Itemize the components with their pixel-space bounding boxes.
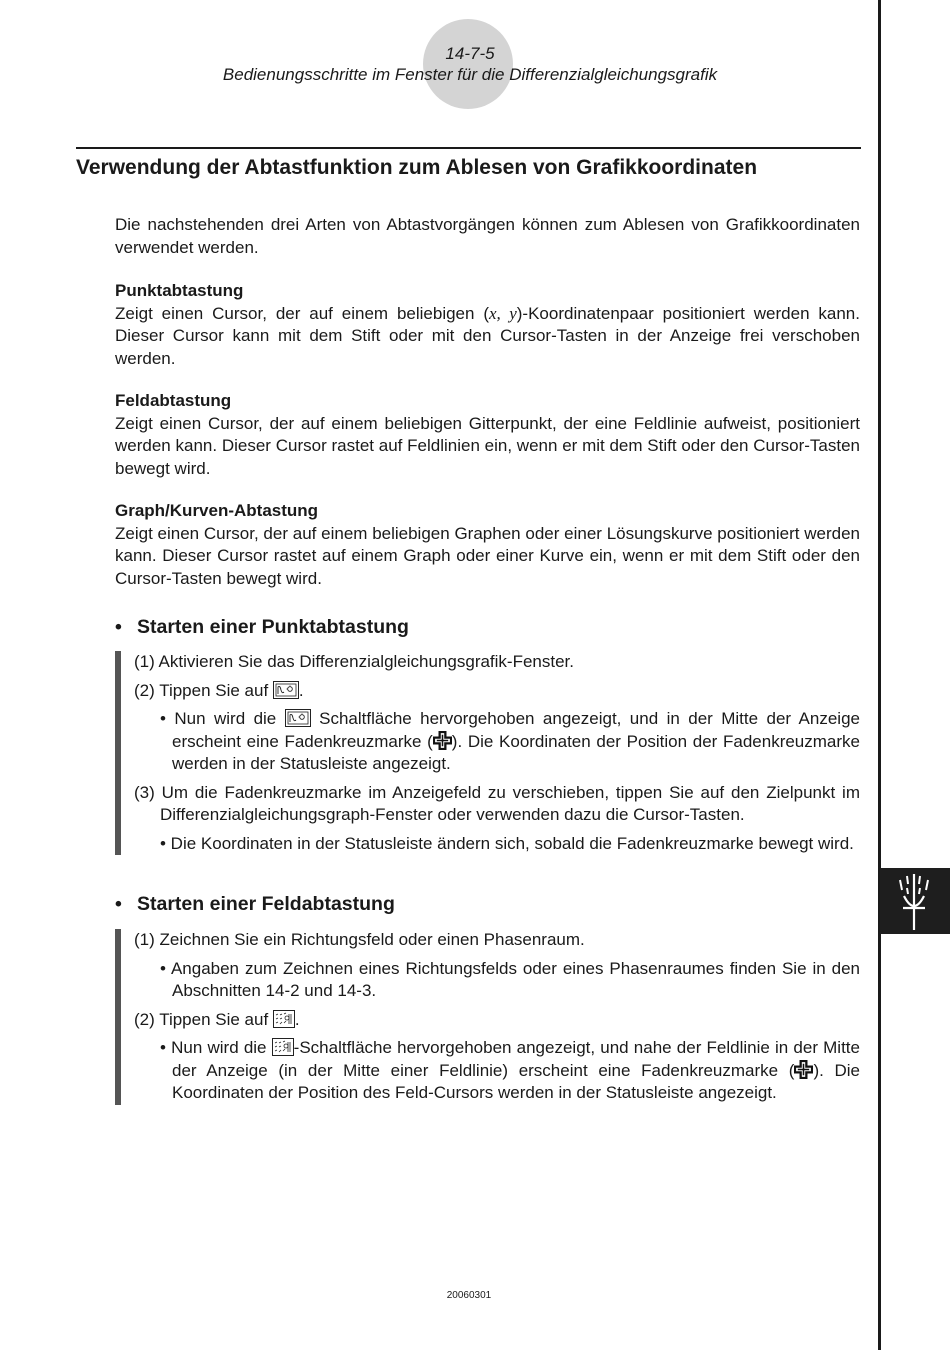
point-trace-steps <box>115 651 860 855</box>
point-trace-procedure-heading: • Starten einer Punktabtastung <box>115 616 409 638</box>
chapter-tab <box>880 868 950 934</box>
bullet-point-icon: • <box>115 616 122 638</box>
coordinate-pair: x, y <box>489 303 517 323</box>
step-bar <box>115 929 121 1105</box>
step-1: (1) Zeichnen Sie ein Richtungsfeld oder einen Phasenraum. <box>134 930 585 949</box>
step-bar <box>115 651 121 855</box>
step-2-note: • Nun wird die -Schaltfläche hervorgehoben angezeigt, und nahe der Feldlinie in der Mitte der Anzeige (in der Mitte einer Feldlinie) erscheint eine Fadenkreuzmarke ( ). Die Koordinaten der Position des Feld-Cursors werden in der Statusleiste angezeigt. <box>160 1038 860 1102</box>
field-trace-procedure-heading: • Starten einer Feldabtastung <box>115 893 395 915</box>
point-trace-heading: Punktabtastung <box>115 281 244 300</box>
footer-code: 20060301 <box>446 1290 492 1301</box>
step-1-note: • Angaben zum Zeichnen eines Richtungsfelds oder eines Phasenraumes finden Sie in den Abschnitten 14-2 und 14-3. <box>160 958 860 1000</box>
direction-field-icon <box>880 868 950 934</box>
crosshair-cursor-icon <box>433 731 452 750</box>
point-trace-description <box>115 280 860 370</box>
curve-trace-text: Zeigt einen Cursor, der auf einem beliebigen Graphen oder einer Lösungskurve positioniert werden kann. Dieser Cursor rastet auf einem Graph oder einer Kurve ein, wenn er mit dem Stift oder den Cursor-Tasten bewegt wird. <box>115 523 860 588</box>
bullet-point-icon: • <box>115 893 122 915</box>
header-circle <box>423 19 513 109</box>
running-title: Bedienungsschritte im Fenster für die Differenzialgleichungsgrafik <box>222 65 718 84</box>
crosshair-cursor-icon <box>794 1060 813 1079</box>
field-trace-icon <box>272 1038 294 1056</box>
section-title: Verwendung der Abtastfunktion zum Ablesen von Grafikkoordinaten <box>76 156 758 179</box>
point-trace-text: Zeigt einen Cursor, der auf einem beliebigen (x, y)-Koordinatenpaar positioniert werden kann. Dieser Cursor kann mit dem Stift oder mit den Cursor-Tasten in der Anzeige frei verschoben werden. <box>115 303 860 368</box>
intro-paragraph <box>115 214 860 259</box>
field-trace-description <box>115 390 860 480</box>
curve-trace-heading: Graph/Kurven-Abtastung <box>115 501 319 520</box>
step-2: (2) Tippen Sie auf . <box>134 1009 300 1029</box>
title-rule <box>76 147 861 149</box>
step-3-note: • Die Koordinaten in der Statusleiste ändern sich, sobald die Fadenkreuzmarke bewegt wird. <box>160 833 854 853</box>
step-2: (2) Tippen Sie auf . <box>134 680 304 700</box>
page-number: 14-7-5 <box>445 44 495 63</box>
curve-trace-description <box>115 500 860 590</box>
field-trace-text: Zeigt einen Cursor, der auf einem beliebigen Gitterpunkt, der eine Feldlinie aufweist, positioniert werden kann. Dieser Cursor rastet auf Feldlinien ein, wenn er mit dem Stift oder den Cursor-Tasten bewegt wird. <box>115 413 860 478</box>
point-trace-icon <box>273 681 299 699</box>
step-1: (1) Aktivieren Sie das Differenzialgleichungsgrafik-Fenster. <box>134 652 575 671</box>
intro-text: Die nachstehenden drei Arten von Abtastvorgängen können zum Ablesen von Grafikkoordinaten verwendet werden. <box>115 215 860 257</box>
point-trace-icon <box>285 709 311 727</box>
field-trace-steps <box>115 929 860 1105</box>
field-trace-icon <box>273 1010 295 1028</box>
field-trace-heading: Feldabtastung <box>115 391 232 410</box>
step-3: (3) Um die Fadenkreuzmarke im Anzeigefeld zu verschieben, tippen Sie auf den Zielpunkt im Differenzialgleichungsgraph-Fenster oder verwenden dazu die Cursor-Tasten. <box>134 782 860 824</box>
right-margin-rule <box>878 0 881 1350</box>
step-2-note: • Nun wird die Schaltfläche hervorgehoben angezeigt, und in der Mitte der Anzeige erscheint eine Fadenkreuzmarke ( ). Die Koordinaten der Position der Fadenkreuzmarke werden in der Statusleiste angezeigt. <box>160 709 860 773</box>
